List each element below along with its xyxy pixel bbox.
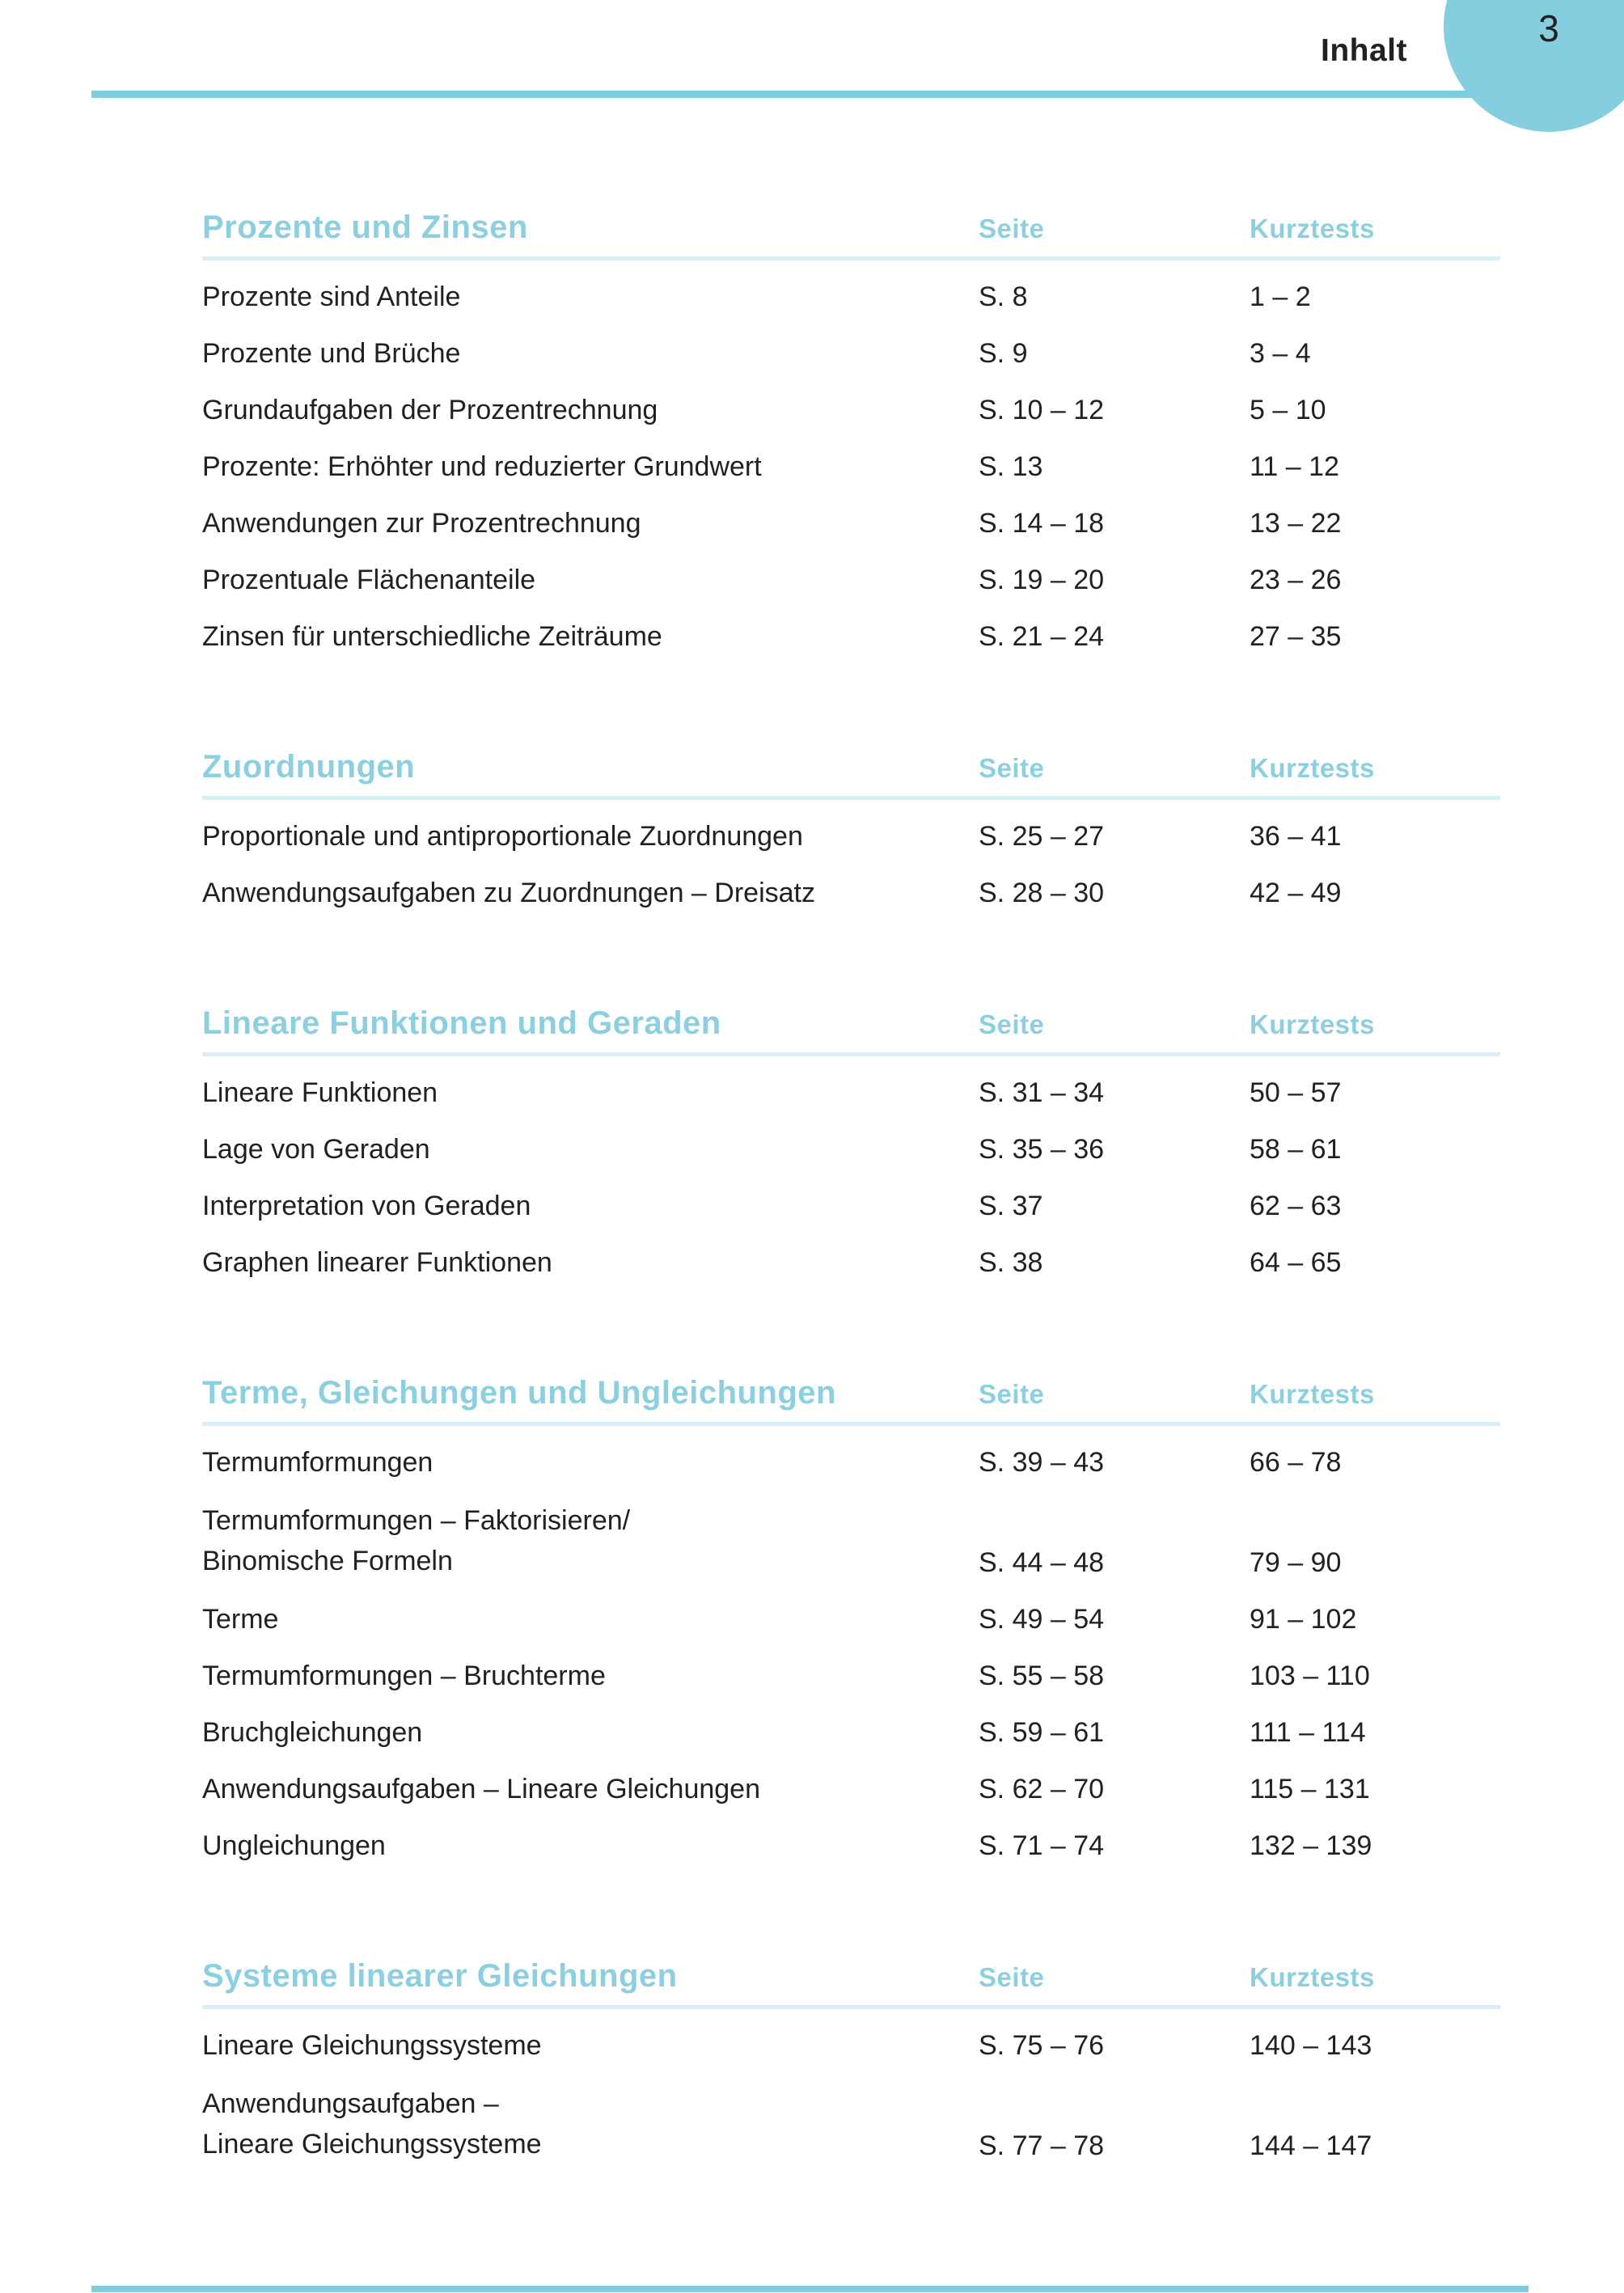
toc-entry-page: S. 35 – 36 (979, 1134, 1105, 1165)
column-header-kurztests: Kurztests (1250, 214, 1375, 243)
toc-row (202, 1601, 1500, 1638)
toc-entry-tests: 11 – 12 (1250, 451, 1339, 482)
header-divider-line (91, 91, 1529, 98)
toc-entry-title-line1: Anwendungsaufgaben – (202, 2088, 499, 2119)
toc-row (202, 1714, 1500, 1751)
toc-entry-tests: 13 – 22 (1250, 508, 1342, 539)
toc-entry-tests: 115 – 131 (1250, 1774, 1370, 1804)
toc-entry-page: S. 19 – 20 (979, 565, 1105, 595)
toc-entry-title-line1: Termumformungen – Faktorisieren/ (202, 1505, 631, 1536)
section-title: Systeme linearer Gleichungen (202, 1958, 678, 1994)
toc-entry-page: S. 31 – 34 (979, 1077, 1105, 1108)
toc-row (202, 1657, 1500, 1694)
toc-entry-page: S. 25 – 27 (979, 821, 1105, 852)
section-rule (202, 256, 1500, 260)
toc-entry-page: S. 38 (979, 1247, 1043, 1278)
toc-row (202, 505, 1500, 542)
toc-entry-page: S. 59 – 61 (979, 1717, 1105, 1748)
toc-entry-page: S. 39 – 43 (979, 1447, 1105, 1478)
column-header-kurztests: Kurztests (1250, 1009, 1375, 1039)
page-number: 3 (1538, 7, 1559, 49)
toc-section (202, 1372, 1500, 1864)
toc-entry-title: Prozente und Brüche (202, 338, 461, 369)
section-rule (202, 2005, 1500, 2009)
toc-row (202, 1131, 1500, 1168)
toc-entry-title: Termumformungen (202, 1447, 433, 1478)
toc-entry-tests: 144 – 147 (1250, 2130, 1372, 2161)
toc-entry-title: Prozente: Erhöhter und reduzierter Grundwert (202, 451, 762, 482)
toc-row (202, 1444, 1500, 1481)
toc-entry-title: Proportionale und antiproportionale Zuordnungen (202, 821, 803, 852)
toc-section (202, 206, 1500, 655)
section-rows (202, 818, 1500, 912)
toc-entry-title: Zinsen für unterschiedliche Zeiträume (202, 621, 662, 652)
toc-entry-page: S. 71 – 74 (979, 1830, 1105, 1861)
toc-entry-title: Anwendungsaufgaben – Lineare Gleichungen (202, 1774, 760, 1804)
toc-entry-tests: 5 – 10 (1250, 395, 1326, 425)
toc-entry-page: S. 55 – 58 (979, 1661, 1105, 1691)
section-header (202, 206, 1500, 250)
section-header (202, 1372, 1500, 1415)
section-rows (202, 2027, 1500, 2164)
toc-entry-title: Lineare Gleichungssysteme (202, 2030, 542, 2061)
toc-entry-tests: 66 – 78 (1250, 1447, 1342, 1478)
section-rows (202, 278, 1500, 655)
section-rule (202, 1052, 1500, 1056)
toc-entry-title: Termumformungen – Bruchterme (202, 1661, 606, 1691)
column-header-seite: Seite (979, 1009, 1045, 1039)
toc-entry-tests: 36 – 41 (1250, 821, 1342, 852)
toc-entry-page: S. 9 (979, 338, 1028, 369)
toc-entry-tests: 58 – 61 (1250, 1134, 1342, 1165)
toc-entry-page: S. 77 – 78 (979, 2130, 1105, 2161)
toc-entry-page: S. 49 – 54 (979, 1604, 1105, 1635)
toc-entry-title (202, 2084, 979, 2164)
toc-entry-tests: 103 – 110 (1250, 1661, 1370, 1691)
toc-section (202, 746, 1500, 912)
toc-row (202, 1771, 1500, 1808)
toc-entry-page: S. 13 (979, 451, 1043, 482)
toc-row (202, 448, 1500, 485)
toc-entry-title: Grundaufgaben der Prozentrechnung (202, 395, 658, 425)
toc-row (202, 618, 1500, 655)
toc-entry-tests: 111 – 114 (1250, 1717, 1366, 1748)
column-header-seite: Seite (979, 214, 1045, 243)
toc-entry-title-line2: Lineare Gleichungssysteme (202, 2129, 542, 2160)
toc-entry-page: S. 21 – 24 (979, 621, 1105, 652)
toc-entry-tests: 79 – 90 (1250, 1547, 1342, 1578)
section-header (202, 1955, 1500, 1999)
toc-row (202, 2027, 1500, 2064)
toc-entry-title: Bruchgleichungen (202, 1717, 423, 1748)
toc-entry-title: Lineare Funktionen (202, 1077, 438, 1108)
toc-entry-title: Graphen linearer Funktionen (202, 1247, 552, 1278)
section-header (202, 1002, 1500, 1046)
toc-entry-page: S. 8 (979, 281, 1028, 312)
column-header-seite: Seite (979, 753, 1045, 783)
toc-section (202, 1955, 1500, 2164)
toc-row (202, 1074, 1500, 1111)
toc-entry-page: S. 14 – 18 (979, 508, 1105, 539)
toc-entry-tests: 42 – 49 (1250, 878, 1342, 908)
section-rows (202, 1444, 1500, 1864)
toc-entry-title: Anwendungen zur Prozentrechnung (202, 508, 641, 539)
section-title: Zuordnungen (202, 749, 416, 785)
toc-section (202, 1002, 1500, 1281)
toc-entry-tests: 132 – 139 (1250, 1830, 1372, 1861)
toc-entry-tests: 27 – 35 (1250, 621, 1342, 652)
section-title: Prozente und Zinsen (202, 209, 528, 245)
footer-divider-line (91, 2286, 1529, 2292)
column-header-seite: Seite (979, 1379, 1045, 1409)
section-title: Terme, Gleichungen und Ungleichungen (202, 1375, 836, 1411)
toc-entry-title: Ungleichungen (202, 1830, 386, 1861)
toc-row (202, 1244, 1500, 1281)
section-rule (202, 1422, 1500, 1426)
toc-entry-tests: 140 – 143 (1250, 2030, 1372, 2061)
section-title: Lineare Funktionen und Geraden (202, 1005, 721, 1041)
toc-entry-tests: 91 – 102 (1250, 1604, 1357, 1635)
section-header (202, 746, 1500, 789)
toc-entry-title-line2: Binomische Formeln (202, 1546, 453, 1576)
column-header-seite: Seite (979, 1962, 1045, 1992)
column-header-kurztests: Kurztests (1250, 1962, 1375, 1992)
toc-entry-tests: 50 – 57 (1250, 1077, 1342, 1108)
toc-row (202, 874, 1500, 912)
page-title: Inhalt (1321, 33, 1407, 68)
toc-entry-title: Lage von Geraden (202, 1134, 430, 1165)
toc-entry-title: Anwendungsaufgaben zu Zuordnungen – Dreisatz (202, 878, 815, 908)
toc-entry-title: Prozente sind Anteile (202, 281, 461, 312)
toc-row (202, 278, 1500, 315)
toc-entry-page: S. 44 – 48 (979, 1547, 1105, 1578)
toc-entry-title: Prozentuale Flächenanteile (202, 565, 536, 595)
toc-entry-tests: 3 – 4 (1250, 338, 1311, 369)
toc-entry-page: S. 37 (979, 1191, 1043, 1221)
toc-entry-title (202, 1500, 979, 1581)
toc-row (202, 1187, 1500, 1225)
toc-entry-tests: 1 – 2 (1250, 281, 1311, 312)
toc-entry-title: Interpretation von Geraden (202, 1191, 531, 1221)
toc-entry-page: S. 75 – 76 (979, 2030, 1105, 2061)
toc-row (202, 2084, 1500, 2164)
toc-entry-title: Terme (202, 1604, 279, 1635)
toc-entry-page: S. 10 – 12 (979, 395, 1105, 425)
toc-entry-tests: 62 – 63 (1250, 1191, 1342, 1221)
column-header-kurztests: Kurztests (1250, 753, 1375, 783)
column-header-kurztests: Kurztests (1250, 1379, 1375, 1409)
toc-row (202, 561, 1500, 599)
toc-row (202, 1500, 1500, 1581)
section-rule (202, 796, 1500, 800)
toc-entry-tests: 23 – 26 (1250, 565, 1342, 595)
toc-row (202, 1827, 1500, 1864)
toc-entry-page: S. 62 – 70 (979, 1774, 1105, 1804)
toc-entry-page: S. 28 – 30 (979, 878, 1105, 908)
toc-content (202, 206, 1500, 2164)
section-rows (202, 1074, 1500, 1281)
toc-entry-tests: 64 – 65 (1250, 1247, 1342, 1278)
toc-row (202, 818, 1500, 855)
toc-row (202, 335, 1500, 372)
toc-row (202, 391, 1500, 429)
